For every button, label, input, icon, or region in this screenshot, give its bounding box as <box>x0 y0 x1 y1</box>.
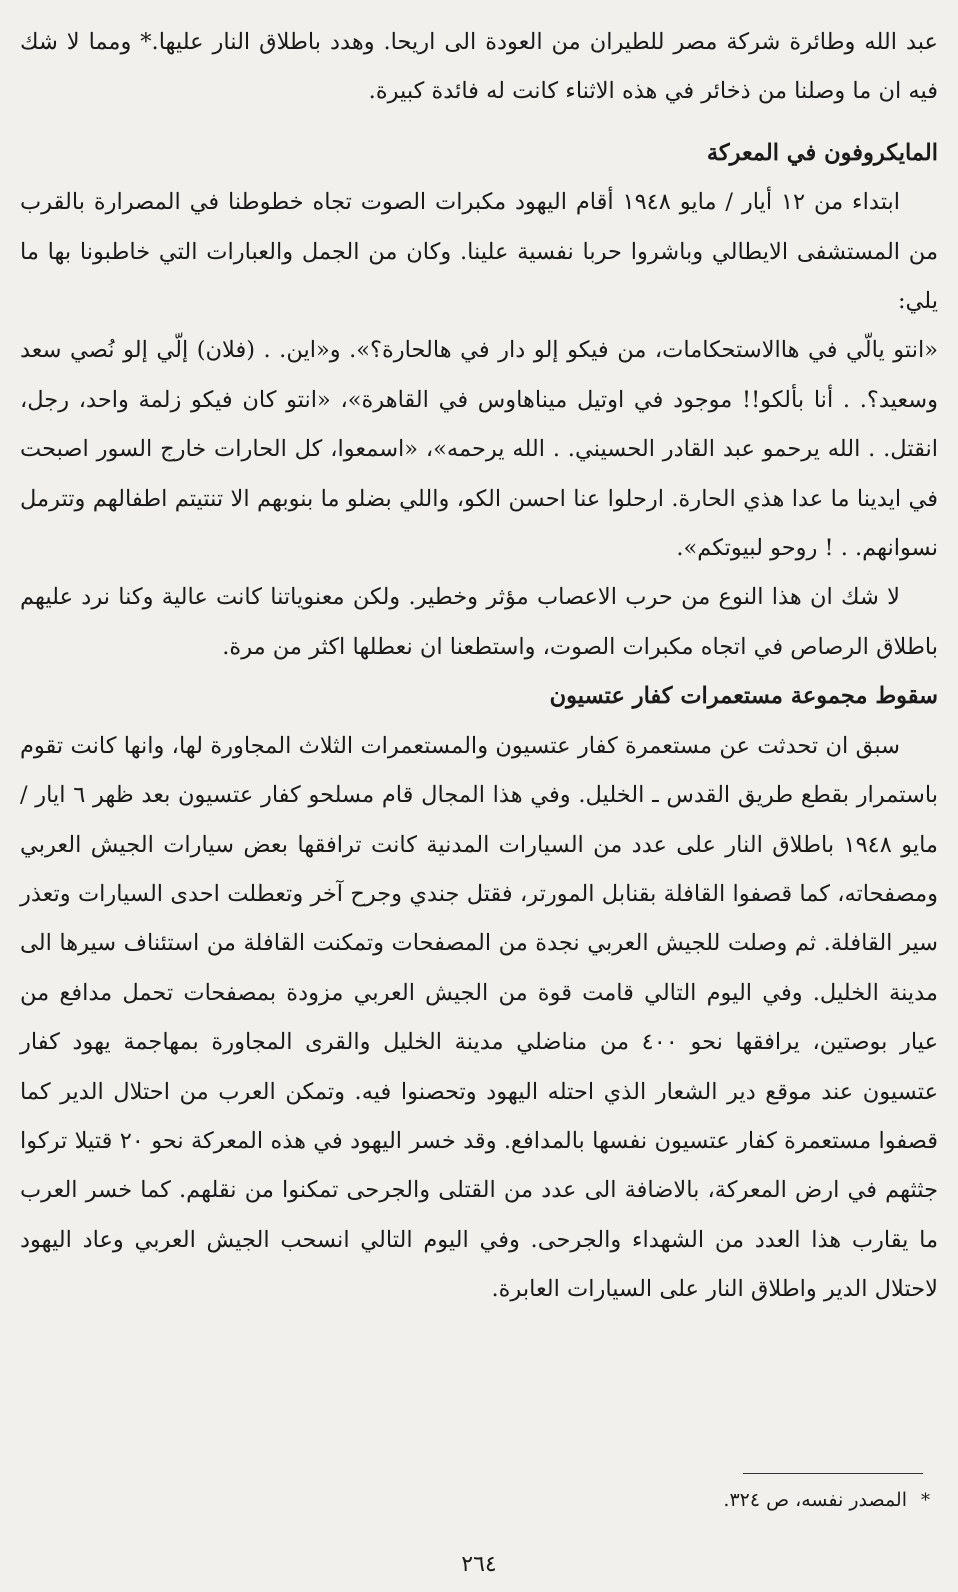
paragraph-intro: ابتداء من ١٢ أيار / مايو ١٩٤٨ أقام اليهود مكبرات الصوت تجاه خطوطنا في المصرارة بالقرب من المستشفى الايطالي وباشروا حربا نفسية علينا. وكان من الجمل والعبارات التي خاطبونا بها ما يلي: <box>20 189 938 315</box>
footnote-text: المصدر نفسه، ص ٣٢٤. <box>723 1489 907 1511</box>
footnote-marker: * <box>921 1490 930 1511</box>
paragraph-quote: «انتو يالّي في هاالاستحكامات، من فيكو إلو دار في هالحارة؟». و«اين. . (فلان) إلّي إلو نُصي سعد وسعيد؟. . أنا بألكو!! موجود في اوتيل ميناهاوس في القاهرة»، «انتو كان فيكو زلمة واحد، رجل، انقتل. . الله يرحمو عبد القادر الحسيني. . الله يرحمه»، «اسمعوا، كل الحارات خارج السور اصبحت في ايدينا ما عدا هذي الحارة. ارحلوا عنا احسن الكو، واللي بضلو ما بنوبهم الا تنتيتم اطفالهم وتترمل نسوانهم. . ! روحو لبيوتكم». <box>20 337 938 562</box>
section-heading-microphone: المايكروفون في المعركة <box>706 139 938 166</box>
document-page <box>20 18 938 1315</box>
footnote <box>723 1486 930 1515</box>
footnote-divider <box>743 1473 923 1474</box>
quoted-broadcast-block <box>20 326 938 573</box>
paragraph-kfar-etzion: سبق ان تحدثت عن مستعمرة كفار عتسيون والمستعمرات الثلاث المجاورة لها، وانها كانت تقوم باستمرار بقطع طريق القدس ـ الخليل. وفي هذا المجال قام مسلحو كفار عتسيون بعد ظهر ٦ ايار / مايو ١٩٤٨ باطلاق النار على عدد من السيارات المدنية كانت ترافقها بعض سيارات الجيش العربي ومصفحاته، كما قصفوا القافلة بقنابل المورتر، فقتل جندي وجرح آخر وتعطلت احدى السيارات وتعذر سير القافلة. ثم وصلت للجيش العربي نجدة من المصفحات وتمكنت القافلة من استئناف سيرها الى مدينة الخليل. وفي اليوم التالي قامت قوة من الجيش العربي مزودة بمصفحات تحمل مدافع من عيار بوصتين، يرافقها نحو ٤٠٠ من مناضلي مدينة الخليل والقرى المجاورة بمهاجمة يهود كفار عتسيون عند موقع دير الشعار الذي احتله اليهود وتحصنوا فيه. وتمكن العرب من احتلال الدير كما قصفوا مستعمرة كفار عتسيون نفسها بالمدافع. وقد خسر اليهود في هذه المعركة نحو ٢٠ قتيلا تركوا جثثهم في ارض المعركة، بالاضافة الى عدد من القتلى والجرحى تمكنوا من نقلهم. كما خسر العرب ما يقارب هذا العدد من الشهداء والجرحى. وفي اليوم التالي انسحب الجيش العربي وعاد اليهود لاحتلال الدير واطلاق النار على السيارات العابرة. <box>20 732 939 1303</box>
page-number: ٢٦٤ <box>461 1552 497 1577</box>
paragraph-closing: لا شك ان هذا النوع من حرب الاعصاب مؤثر وخطير. ولكن معنوياتنا كانت عالية وكنا نرد عليهم باطلاق الرصاص في اتجاه مكبرات الصوت، واستطعنا ان نعطلها اكثر من مرة. <box>20 584 938 660</box>
continuation-paragraph: عبد الله وطائرة شركة مصر للطيران من العودة الى اريحا. وهدد باطلاق النار عليها.* ومما لا شك فيه ان ما وصلنا من ذخائر في هذه الاثناء كانت له فائدة كبيرة. <box>20 29 938 105</box>
section-heading-kfar-etzion: سقوط مجموعة مستعمرات كفار عتسيون <box>549 683 938 710</box>
